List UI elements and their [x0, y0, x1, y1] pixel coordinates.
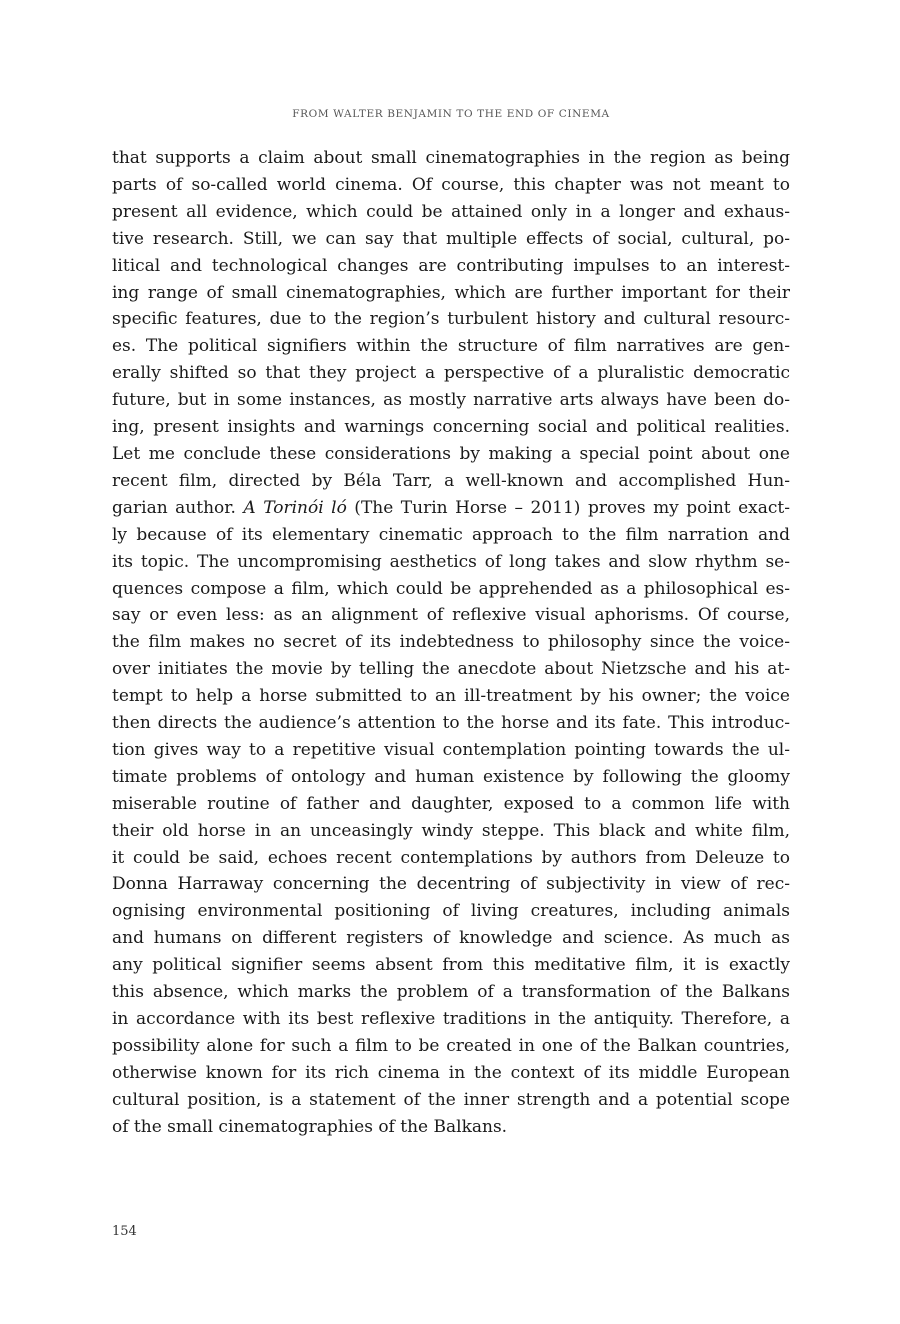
text-line: recent film, directed by Béla Tarr, a well-known and accomplished Hun- [112, 470, 790, 491]
text-line: this absence, which marks the problem of a transformation of the Balkans [112, 982, 790, 1003]
text-line: of the small cinematographies of the Balkans. [112, 1116, 508, 1137]
text-line: over initiates the movie by telling the anecdote about Nietzsche and his at- [112, 659, 790, 680]
text-line: timate problems of ontology and human existence by following the gloomy [112, 766, 790, 787]
text-line: and humans on different registers of knowledge and science. As much as [112, 928, 790, 949]
text-line: ing, present insights and warnings concerning social and political realities. [112, 417, 790, 438]
text-line: it could be said, echoes recent contemplations by authors from Deleuze to [112, 847, 790, 868]
body-paragraph [112, 145, 790, 1141]
text-line: ognising environmental positioning of living creatures, including animals [112, 901, 790, 922]
page-number: 154 [112, 1224, 137, 1239]
text-line: present all evidence, which could be attained only in a longer and exhaus- [112, 201, 790, 222]
text-line: future, but in some instances, as mostly narrative arts always have been do- [112, 390, 790, 411]
text-line: parts of so-called world cinema. Of course, this chapter was not meant to [112, 174, 790, 195]
text-line: miserable routine of father and daughter, exposed to a common life with [112, 793, 790, 814]
text-line: erally shifted so that they project a perspective of a pluralistic democratic [112, 363, 790, 384]
text-line: ly because of its elementary cinematic approach to the film narration and [112, 524, 790, 545]
text-line: ing range of small cinematographies, which are further important for their [112, 282, 790, 303]
text-line: cultural position, is a statement of the inner strength and a potential scope [112, 1089, 790, 1110]
text-line: in accordance with its best reflexive traditions in the antiquity. Therefore, a [112, 1009, 790, 1029]
text-line: that supports a claim about small cinematographies in the region as being [112, 148, 790, 168]
text-line: specific features, due to the region’s turbulent history and cultural resourc- [112, 309, 790, 330]
text-line: possibility alone for such a film to be created in one of the Balkan countries, [112, 1035, 790, 1056]
text-line-with-film-title [112, 495, 790, 522]
text-line: any political signifier seems absent from this meditative film, it is exactly [112, 955, 790, 976]
text-line: Donna Harraway concerning the decentring of subjectivity in view of rec- [112, 874, 790, 895]
text-line: tempt to help a horse submitted to an ill-treatment by his owner; the voice [112, 686, 790, 707]
text-line: the film makes no secret of its indebtedness to philosophy since the voice- [112, 632, 790, 653]
text-line: then directs the audience’s attention to the horse and its fate. This introduc- [112, 713, 790, 734]
text-segment: garian author. [112, 497, 244, 518]
text-line: tive research. Still, we can say that multiple effects of social, cultural, po- [112, 228, 790, 249]
running-head: FROM WALTER BENJAMIN TO THE END OF CINEMA [292, 108, 610, 120]
text-line: their old horse in an unceasingly windy steppe. This black and white film, [112, 820, 790, 841]
text-line: otherwise known for its rich cinema in the context of its middle European [112, 1062, 790, 1083]
text-line: es. The political signifiers within the structure of film narratives are gen- [112, 336, 790, 357]
text-line: its topic. The uncompromising aesthetics of long takes and slow rhythm se- [112, 551, 790, 572]
text-line: litical and technological changes are contributing impulses to an interest- [112, 255, 790, 276]
text-segment: (The Turin Horse – 2011) proves my point exact- [346, 497, 790, 518]
text-line: tion gives way to a repetitive visual contemplation pointing towards the ul- [112, 739, 790, 760]
text-line: Let me conclude these considerations by making a special point about one [112, 443, 790, 464]
text-line: quences compose a film, which could be apprehended as a philosophical es- [112, 578, 790, 599]
text-line: say or even less: as an alignment of reflexive visual aphorisms. Of course, [112, 605, 790, 626]
film-title-italic: A Torinói ló [243, 497, 347, 518]
